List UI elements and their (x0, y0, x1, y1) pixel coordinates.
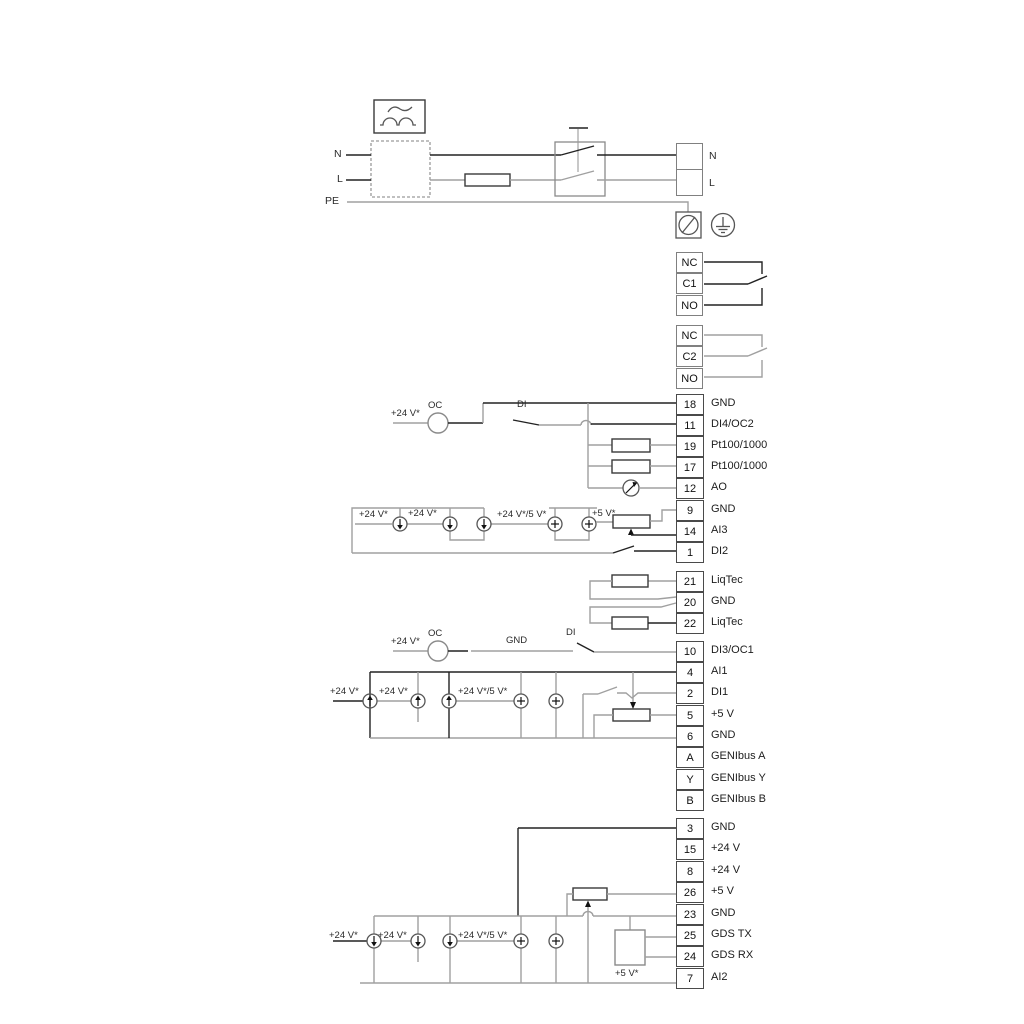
current-source-down-icon (443, 517, 457, 531)
voltage-source-icon (514, 694, 528, 708)
voltage-source-icon (514, 934, 528, 948)
label-plus24v: +24 V* (330, 686, 359, 697)
relay2-contact (704, 335, 767, 377)
terminal-cell: 22 (676, 613, 704, 634)
terminal-label: GDS TX (711, 928, 752, 940)
mains-terminal-n (676, 143, 703, 170)
terminal-label: AI1 (711, 665, 728, 677)
label-plus5v: +5 V* (592, 508, 616, 519)
terminal-cell: 20 (676, 592, 704, 613)
label-plus24v-5v: +24 V*/5 V* (458, 686, 508, 697)
voltage-source-icon (582, 517, 596, 531)
label-plus24v: +24 V* (378, 930, 407, 941)
mains-terminal-l (676, 169, 703, 196)
terminal-label: GND (711, 729, 736, 741)
terminal-label: AO (711, 481, 727, 493)
terminal-label: GND (711, 595, 736, 607)
label-di: DI (517, 399, 527, 410)
ai1-di1-circuit (333, 672, 676, 738)
current-source-up-icon (442, 694, 456, 708)
terminal-cell: B (676, 790, 704, 811)
terminal-cell: 21 (676, 571, 704, 592)
label-plus5v: +5 V* (615, 968, 639, 979)
terminal-label: GENIbus B (711, 793, 767, 805)
di3-switch-blade (577, 643, 594, 652)
terminal-label: +5 V (711, 885, 734, 897)
filter-box-dashed (371, 141, 430, 197)
potentiometer-icon (613, 515, 650, 528)
terminal-label: DI4/OC2 (711, 418, 754, 430)
gds-module-icon (615, 930, 645, 965)
current-source-down-icon (411, 934, 425, 948)
current-source-down-icon (477, 517, 491, 531)
terminal-cell: Y (676, 769, 704, 790)
terminal-label: GND (711, 503, 736, 515)
pot-wiper-arrow (630, 702, 636, 709)
terminal-label: Pt100/1000 (711, 439, 768, 451)
voltage-source-icon (548, 517, 562, 531)
label-plus24v: +24 V* (359, 509, 388, 520)
terminal-label: +5 V (711, 708, 734, 720)
ac-source-icon (374, 100, 425, 133)
relay1-contact (704, 262, 767, 305)
terminal-cell: 6 (676, 726, 704, 747)
current-source-down-icon (443, 934, 457, 948)
terminal-cell: 25 (676, 925, 704, 946)
terminal-cell: 7 (676, 968, 704, 989)
relay1-no: NO (676, 295, 703, 316)
earth-ground-icon (712, 214, 735, 237)
terminal-label: GND (711, 821, 736, 833)
terminal-label: Pt100/1000 (711, 460, 768, 472)
relay2-nc: NC (676, 325, 703, 346)
terminal-cell: 5 (676, 705, 704, 726)
relay2-no: NO (676, 368, 703, 389)
terminal-cell: 26 (676, 882, 704, 903)
terminal-cell: 19 (676, 436, 704, 457)
pt100-ao-circuit (588, 403, 676, 496)
label-oc: OC (428, 628, 443, 639)
label-di: DI (566, 627, 576, 638)
resistor-icon (612, 460, 650, 473)
terminal-label: AI2 (711, 971, 728, 983)
terminal-label: AI3 (711, 524, 728, 536)
terminal-cell: 17 (676, 457, 704, 478)
terminal-label: DI2 (711, 545, 729, 557)
terminal-cell: 18 (676, 394, 704, 415)
voltage-source-icon (549, 934, 563, 948)
terminal-cell: 12 (676, 478, 704, 499)
terminal-cell: 24 (676, 946, 704, 967)
terminal-label: LiqTec (711, 574, 743, 586)
current-source-up-icon (411, 694, 425, 708)
terminal-label: +24 V (711, 842, 741, 854)
terminal-cell: 1 (676, 542, 704, 563)
terminal-cell: 8 (676, 861, 704, 882)
terminal-label: GENIbus Y (711, 772, 766, 784)
di2-switch-blade (613, 546, 634, 553)
current-source-down-icon (393, 517, 407, 531)
potentiometer-icon (613, 709, 650, 721)
relay2-c2: C2 (676, 346, 703, 367)
pot-wiper-arrow (585, 901, 591, 908)
label-n-left: N (334, 148, 342, 160)
terminal-cell: 2 (676, 683, 704, 704)
terminal-cell: 4 (676, 662, 704, 683)
label-plus24v-5v: +24 V*/5 V* (458, 930, 508, 941)
wire-pe (347, 202, 688, 212)
terminal-cell: A (676, 747, 704, 768)
terminal-label: +24 V (711, 864, 741, 876)
terminal-cell: 14 (676, 521, 704, 542)
terminal-label: GENIbus A (711, 750, 766, 762)
label-plus24v-5v: +24 V*/5 V* (497, 509, 547, 520)
resistor-icon (612, 439, 650, 452)
label-gnd: GND (506, 635, 528, 646)
label-plus24v: +24 V* (408, 508, 437, 519)
label-plus24v: +24 V* (391, 408, 420, 419)
current-source-up-icon (363, 694, 377, 708)
label-plus24v: +24 V* (329, 930, 358, 941)
resistor-icon (612, 575, 648, 587)
terminal-cell: 15 (676, 839, 704, 860)
terminal-cell: 10 (676, 641, 704, 662)
label-plus24v: +24 V* (391, 636, 420, 647)
resistor-icon (612, 617, 648, 629)
label-n-right: N (709, 150, 717, 162)
terminal-label: GND (711, 907, 736, 919)
relay1-c1: C1 (676, 273, 703, 294)
pot-wiper-arrow (628, 529, 634, 536)
ai2-gds-circuit (333, 828, 676, 983)
terminal-cell: 11 (676, 415, 704, 436)
terminal-cell: 9 (676, 500, 704, 521)
terminal-cell: 3 (676, 818, 704, 839)
label-l-left: L (337, 173, 343, 185)
di1-switch-blade (598, 687, 617, 694)
terminal-label: GND (711, 397, 736, 409)
label-l-right: L (709, 177, 715, 189)
fuse-icon (465, 174, 510, 186)
potentiometer-icon (573, 888, 607, 900)
terminal-label: GDS RX (711, 949, 754, 961)
terminal-cell: 23 (676, 904, 704, 925)
ao-meter-icon (623, 480, 639, 496)
pe-screw-terminal-icon (676, 212, 701, 238)
oc-circle-icon (428, 641, 448, 661)
oc-circle-icon (428, 413, 448, 433)
di3-oc1-circuit (393, 641, 676, 661)
label-plus24v: +24 V* (379, 686, 408, 697)
voltage-source-icon (549, 694, 563, 708)
mains-switch-icon (555, 128, 605, 196)
label-pe: PE (325, 195, 340, 207)
liqtec-circuit (590, 575, 676, 629)
terminal-label: LiqTec (711, 616, 743, 628)
terminal-label: DI1 (711, 686, 729, 698)
label-oc: OC (428, 400, 443, 411)
di4-switch-blade (513, 420, 539, 425)
terminal-label: DI3/OC1 (711, 644, 754, 656)
relay1-nc: NC (676, 252, 703, 273)
